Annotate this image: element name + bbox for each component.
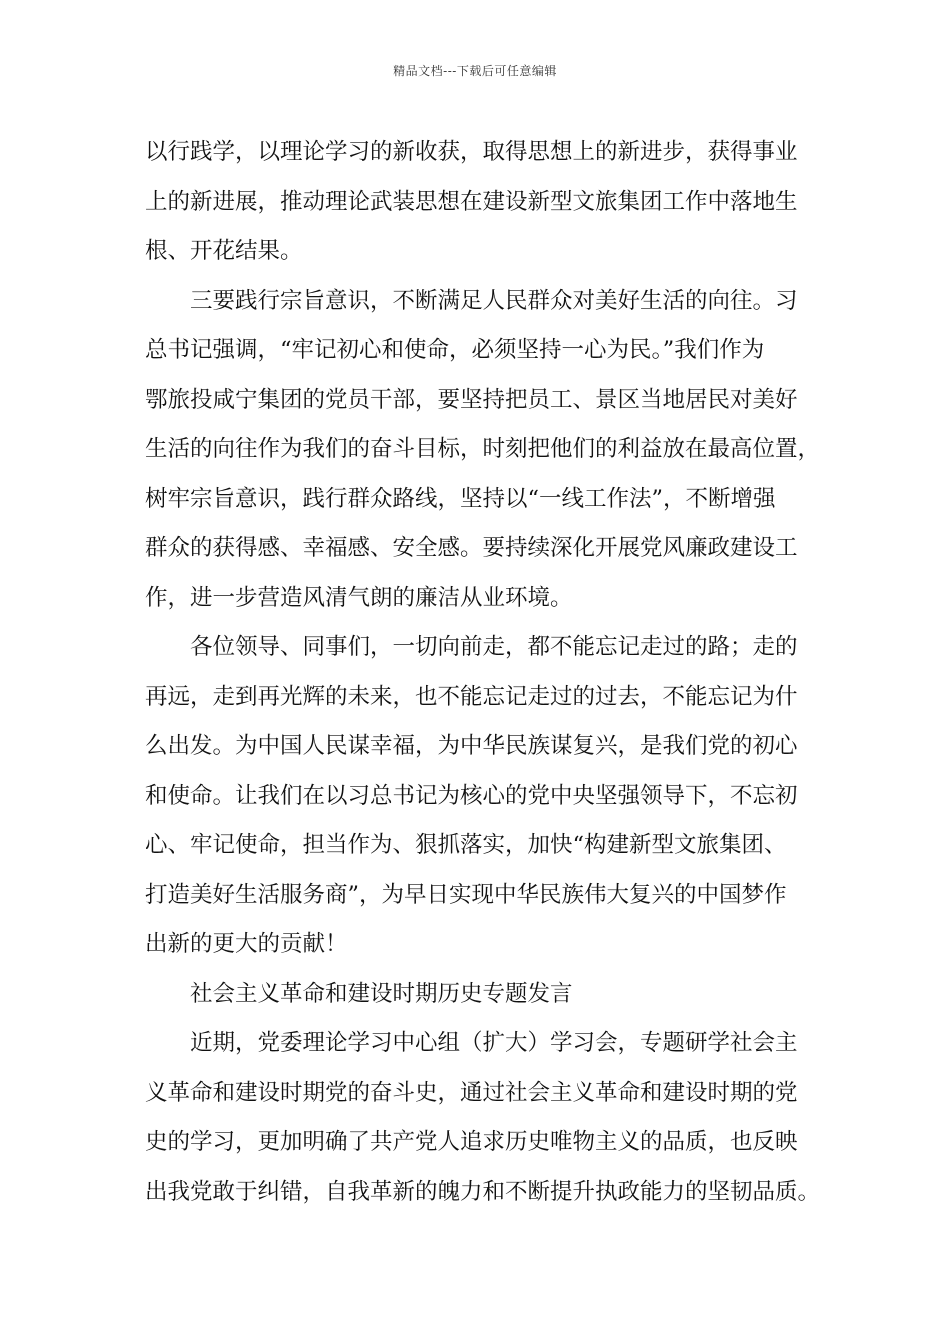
section-title: 社会主义革命和建设时期历史专题发言 [190, 980, 573, 1007]
text-line: 义革命和建设时期党的奋斗史，通过社会主义革命和建设时期的党 [145, 1079, 798, 1106]
paragraph-first-line: 近期，党委理论学习中心组（扩大）学习会，专题研学社会主 [190, 1030, 798, 1056]
text-line: 总书记强调，“牢记初心和使命，必须坚持一心为民。”我们作为 [145, 337, 765, 363]
text-line: 上的新进展，推动理论武装思想在建设新型文旅集团工作中落地生 [145, 188, 798, 215]
text-line: 群众的获得感、幸福感、安全感。要持续深化开展党风廉政建设工 [145, 535, 798, 561]
text-line: 鄂旅投咸宁集团的党员干部，要坚持把员工、景区当地居民对美好 [145, 386, 798, 413]
text-line: 树牢宗旨意识，践行群众路线，坚持以“一线工作法”，不断增强 [145, 485, 776, 512]
page-header: 精品文档---下载后可任意编辑 [393, 64, 557, 78]
paragraph-first-line: 三要践行宗旨意识，不断满足人民群众对美好生活的向往。习 [190, 287, 798, 314]
text-line: 打造美好生活服务商”，为早日实现中华民族伟大复兴的中国梦作 [145, 881, 787, 908]
text-line: 么出发。为中国人民谋幸福，为中华民族谋复兴，是我们党的初心 [145, 733, 798, 759]
text-line: 以行践学，以理论学习的新收获，取得思想上的新进步，获得事业 [145, 139, 798, 165]
text-line: 作，进一步营造风清气朗的廉洁从业环境。 [145, 584, 573, 611]
text-line: 再远，走到再光辉的未来，也不能忘记走过的过去，不能忘记为什 [145, 683, 798, 710]
text-line: 根、开花结果。 [145, 238, 303, 264]
document-body [145, 128, 825, 1217]
text-line: 史的学习，更加明确了共产党人追求历史唯物主义的品质，也反映 [145, 1129, 798, 1155]
paragraph-first-line: 各位领导、同事们，一切向前走，都不能忘记走过的路；走的 [190, 634, 798, 660]
text-line: 生活的向往作为我们的奋斗目标，时刻把他们的利益放在最高位置， [145, 436, 821, 462]
text-line: 出我党敢于纠错，自我革新的魄力和不断提升执政能力的坚韧品质。 [145, 1178, 821, 1205]
text-line: 和使命。让我们在以习总书记为核心的党中央坚强领导下，不忘初 [145, 782, 798, 809]
text-line: 心、牢记使命，担当作为、狠抓落实，加快“构建新型文旅集团、 [145, 832, 787, 858]
text-line: 出新的更大的贡献！ [145, 931, 348, 957]
